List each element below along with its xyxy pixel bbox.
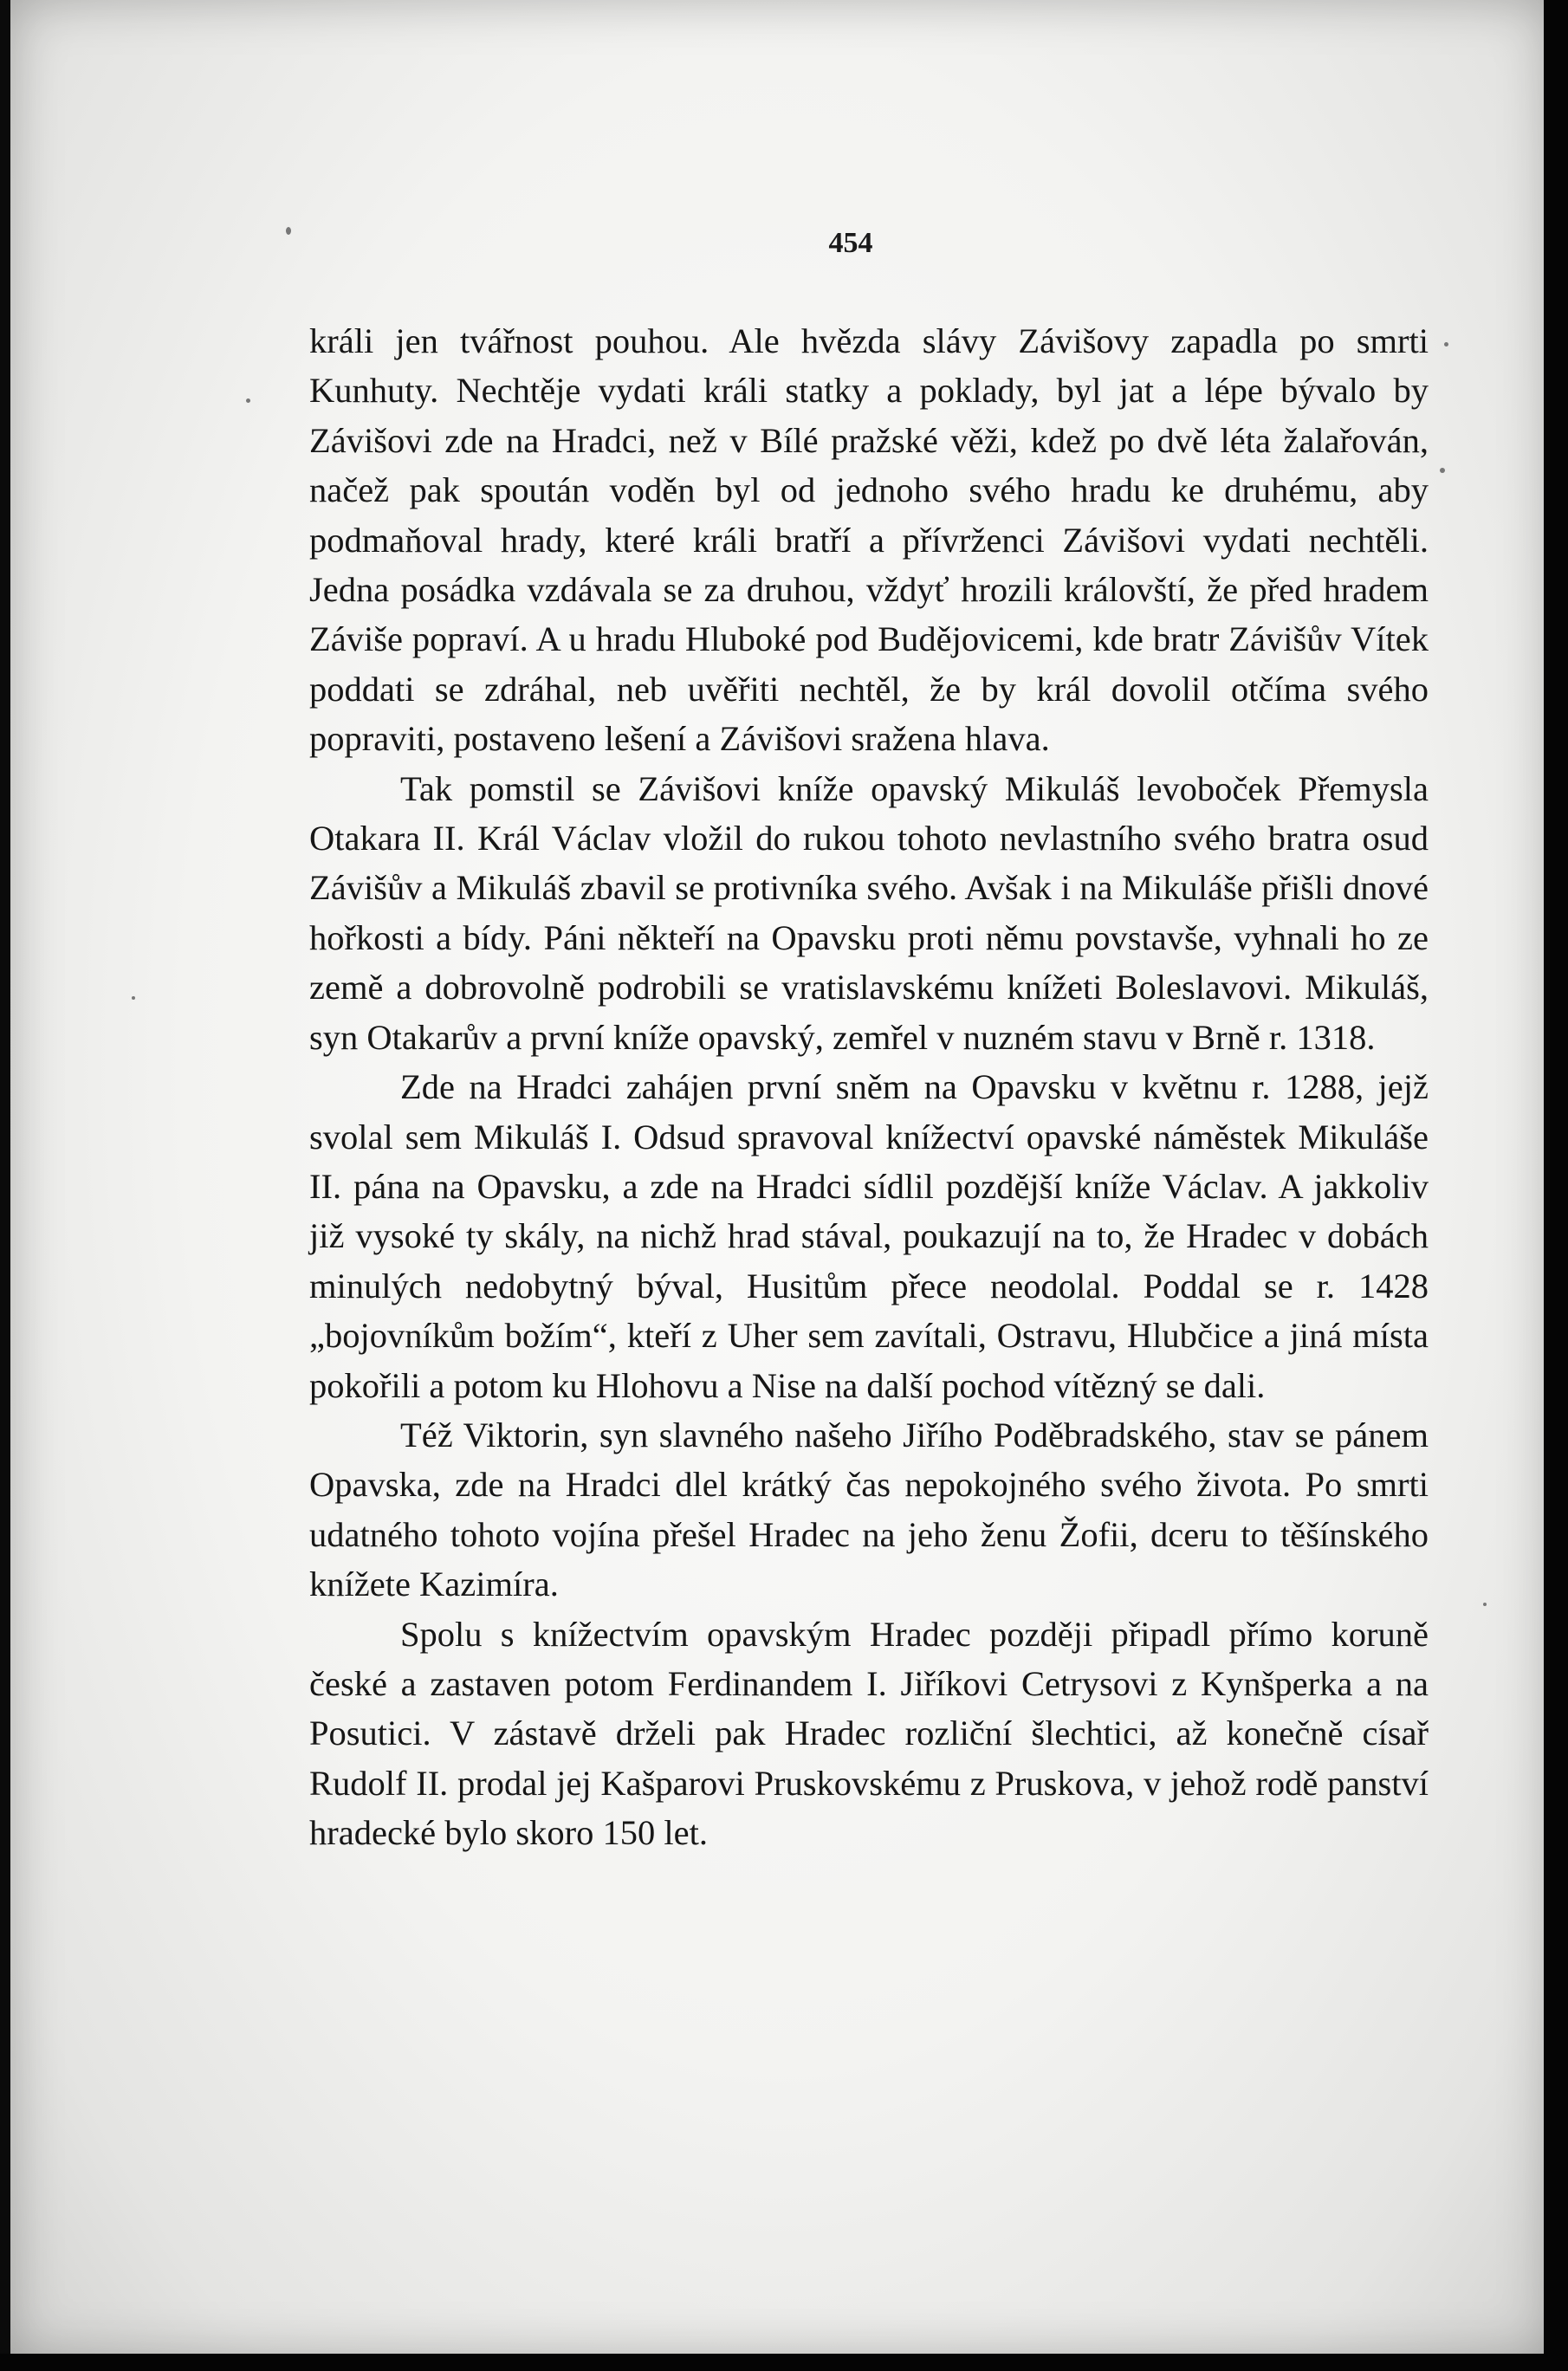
- page-number: 454: [828, 227, 873, 259]
- print-speck: [1444, 342, 1448, 347]
- paragraph: Zde na Hradci zahájen první sněm na Opavsku v květnu r. 1288, jejž svolal sem Mikuláš I. Odsud spravoval knížectví opavské náměstek Mikuláše II. pána na Opavsku, a zde na Hradci sídlil pozdější kníže Václav. A jakkoliv již vysoké ty skály, na nichž hrad stával, poukazují na to, že Hradec v dobách minulých nedobytný býval, Husitům přece neodolal. Poddal se r. 1428 „bojovníkům božím“, kteří z Uher sem zavítali, Ostravu, Hlubčice a jiná místa pokořili a potom ku Hlohovu a Nise na další pochod vítězný se dali.: [309, 1067, 1429, 1405]
- paragraph: Též Viktorin, syn slavného našeho Jiřího Poděbradského, stav se pánem Opavska, zde na Hradci dlel krátký čas nepokojného svého života. Po smrti udatného tohoto vojína přešel Hradec na jeho ženu Žofii, dceru to těšínského knížete Kazimíra.: [309, 1415, 1429, 1604]
- paragraph: králi jen tvářnost pouhou. Ale hvězda slávy Závišovy zapadla po smrti Kunhuty. Nechtěje vydati králi statky a poklady, byl jat a lépe bývalo by Závišovi zde na Hradci, než v Bílé pražské věži, kdež po dvě léta žalařován, načež pak spoután voděn byl od jednoho svého hradu ke druhému, aby podmaňoval hrady, které králi bratří a přívrženci Závišovi vydati nechtěli. Jedna posádka vzdávala se za druhou, vždyť hrozili královští, že před hradem Záviše popraví. A u hradu Hluboké pod Budějovicemi, kde bratr Závišův Vítek poddati se zdráhal, neb uvěřiti nechtěl, že by král dovolil otčíma svého popraviti, postaveno lešení a Závišovi sražena hlava.: [309, 321, 1429, 759]
- print-speck: [286, 227, 291, 235]
- scan-border-bottom: [0, 2354, 1568, 2371]
- print-speck: [132, 996, 135, 1000]
- paragraph: Tak pomstil se Závišovi kníže opavský Mikuláš levoboček Přemysla Otakara II. Král Václav vložil do rukou tohoto nevlastního svého bratra osud Závišův a Mikuláš zbavil se protivníka svého. Avšak i na Mikuláše přišli dnové hořkosti a bídy. Páni někteří na Opavsku proti němu povstavše, vyhnali ho ze země a dobrovolně podrobili se vratislavskému knížeti Boleslavovi. Mikuláš, syn Otakarův a první kníže opavský, zemřel v nuzném stavu v Brně r. 1318.: [309, 768, 1429, 1057]
- print-speck: [1440, 468, 1445, 473]
- paragraph: Spolu s knížectvím opavským Hradec později připadl přímo koruně české a zastaven potom Ferdinandem I. Jiříkovi Cetrysovi z Kynšperka a na Posutici. V zástavě drželi pak Hradec rozliční šlechtici, až konečně císař Rudolf II. prodal jej Kašparovi Pruskovskému z Pruskova, v jehož rodě panství hradecké bylo skoro 150 let.: [309, 1614, 1429, 1853]
- book-page: [10, 0, 1551, 2356]
- print-speck: [246, 398, 250, 403]
- scan-border-right: [1544, 0, 1568, 2371]
- print-speck: [1483, 1603, 1487, 1606]
- body-text: [309, 316, 1429, 1858]
